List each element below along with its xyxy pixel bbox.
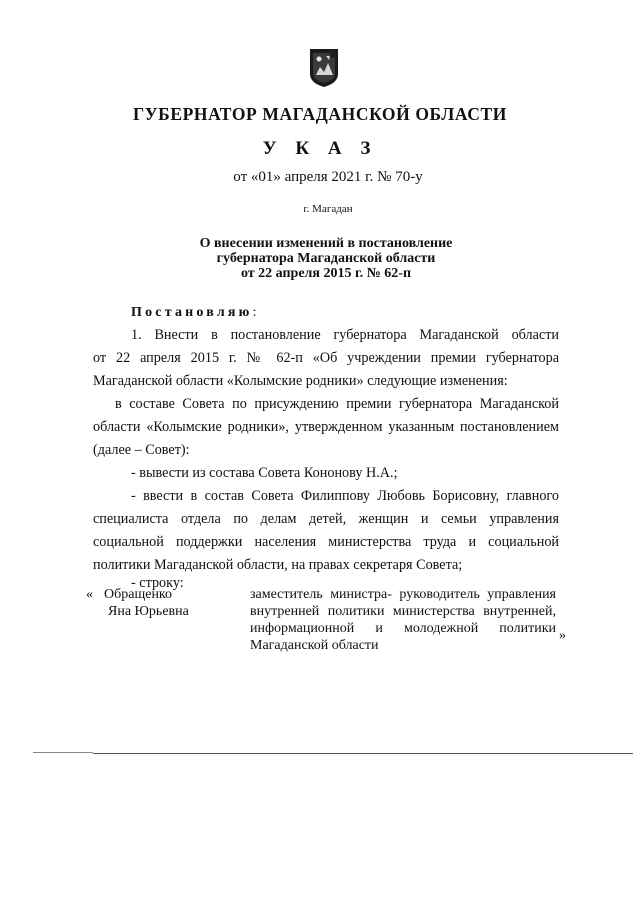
member-name-line: Обращенко xyxy=(104,587,173,602)
paragraph-remove-member: - вывести из состава Совета Кононову Н.А.; xyxy=(131,465,398,481)
document-subject xyxy=(0,236,640,281)
document-date-number: от «01» апреля 2021 г. № 70-у xyxy=(233,169,423,185)
open-quote: « xyxy=(86,587,93,602)
paragraph-replace-line: - строку: xyxy=(131,575,184,591)
document-type: У К А З xyxy=(262,138,378,159)
decree-word-colon: : xyxy=(252,305,257,320)
position-line: информационной и молодежной политики xyxy=(250,621,556,636)
paragraph-line: социальной поддержки населения министерства труда и социальной xyxy=(93,534,559,550)
coat-of-arms-emblem xyxy=(308,47,340,88)
position-line: заместитель министра- руководитель управления xyxy=(250,587,556,602)
page-divider-line xyxy=(93,753,633,754)
member-name-line: Яна Юрьевна xyxy=(108,604,189,619)
paragraph-line: специалиста отдела по делам детей, женщин и семьи управления xyxy=(93,511,559,527)
document-city: г. Магадан xyxy=(303,203,353,215)
member-position xyxy=(250,586,556,654)
issuing-authority: ГУБЕРНАТОР МАГАДАНСКОЙ ОБЛАСТИ xyxy=(132,104,507,124)
paragraph-line: (далее – Совет): xyxy=(93,442,190,458)
subject-line: губернатора Магаданской области xyxy=(216,251,436,266)
position-line: внутренней политики министерства внутренней, xyxy=(250,604,556,619)
member-name xyxy=(104,586,244,620)
paragraph-line: Магаданской области «Колымские родники» следующие изменения: xyxy=(93,373,508,389)
paragraph-line: области «Колымские родники», утвержденном указанным постановлением xyxy=(93,419,559,435)
paragraph-line: политики Магаданской области, на правах секретаря Совета; xyxy=(93,557,463,573)
paragraph-line: от 22 апреля 2015 г. № 62-п «Об учреждении премии губернатора xyxy=(93,350,559,366)
position-line: Магаданской области xyxy=(250,638,379,653)
paragraph-line: в составе Совета по присуждению премии губернатора Магаданской xyxy=(115,396,559,412)
decree-operative-word xyxy=(131,305,256,321)
decree-word-text: Постановляю xyxy=(131,305,253,320)
paragraph-line: 1. Внести в постановление губернатора Магаданской области xyxy=(131,327,559,343)
close-quote: » xyxy=(559,628,566,643)
subject-line: от 22 апреля 2015 г. № 62-п xyxy=(240,266,412,281)
paragraph-line: - ввести в состав Совета Филиппову Любовь Борисовну, главного xyxy=(131,488,559,504)
subject-line: О внесении изменений в постановление xyxy=(199,236,453,251)
